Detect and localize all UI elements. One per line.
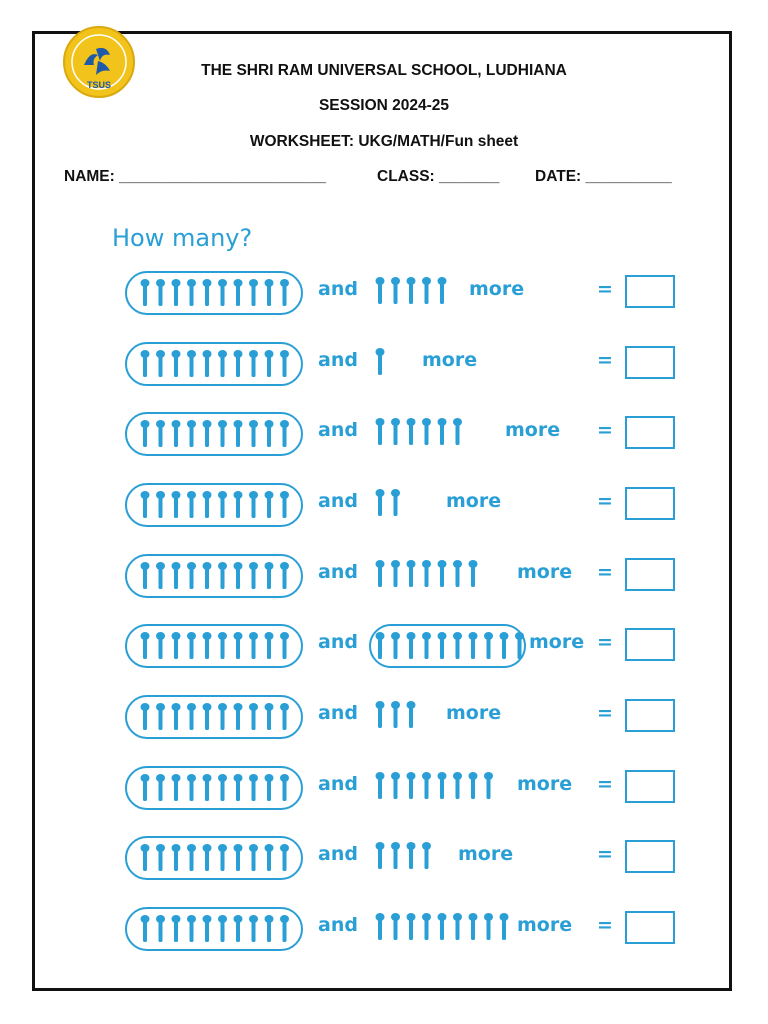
answer-box[interactable] (625, 628, 675, 661)
ten-sticks (139, 631, 298, 661)
matchstick (187, 491, 196, 518)
matchstick (218, 350, 227, 377)
extra-sticks (374, 559, 487, 589)
matchstick (265, 491, 274, 518)
matchstick (249, 632, 258, 659)
counting-row (0, 551, 768, 607)
matchstick (280, 350, 289, 377)
matchstick (156, 774, 165, 801)
matchstick (391, 913, 400, 940)
ten-sticks (139, 914, 298, 944)
matchstick (376, 842, 385, 869)
ten-group-bundle (125, 695, 303, 739)
matchstick (172, 703, 181, 730)
counting-row (0, 763, 768, 819)
matchstick (391, 772, 400, 799)
and-label: and (318, 914, 358, 936)
equals-sign: = (597, 349, 613, 371)
matchstick (249, 844, 258, 871)
extra-sticks-group (374, 912, 518, 942)
matchstick (500, 632, 509, 659)
extra-sticks (374, 347, 394, 377)
matchstick (438, 632, 447, 659)
matchstick (438, 772, 447, 799)
matchstick (141, 420, 150, 447)
matchstick (187, 915, 196, 942)
ten-group-bundle (125, 483, 303, 527)
ten-group-bundle (125, 836, 303, 880)
matchstick (469, 772, 478, 799)
extra-sticks-group (374, 559, 487, 589)
worksheet-title: WORKSHEET: UKG/MATH/Fun sheet (249, 133, 519, 150)
matchstick (265, 915, 274, 942)
ten-group-bundle (125, 271, 303, 315)
matchstick (156, 350, 165, 377)
ten-sticks (139, 773, 298, 803)
matchstick (234, 774, 243, 801)
ten-sticks (139, 702, 298, 732)
matchstick (407, 701, 416, 728)
extra-sticks (374, 488, 409, 518)
matchstick (249, 350, 258, 377)
matchstick (187, 562, 196, 589)
ten-sticks (139, 561, 298, 591)
matchstick (280, 491, 289, 518)
matchstick (422, 277, 431, 304)
equals-sign: = (597, 490, 613, 512)
more-label: more (517, 773, 573, 795)
answer-box[interactable] (625, 275, 675, 308)
how-many-heading: How many? (112, 224, 253, 252)
matchstick (141, 562, 150, 589)
answer-box[interactable] (625, 699, 675, 732)
matchstick (141, 915, 150, 942)
matchstick (156, 844, 165, 871)
matchstick (218, 774, 227, 801)
matchstick (203, 844, 212, 871)
matchstick (453, 418, 462, 445)
extra-sticks-group (374, 771, 502, 801)
matchstick (172, 915, 181, 942)
and-label: and (318, 773, 358, 795)
more-label: more (529, 631, 585, 653)
more-label: more (458, 843, 514, 865)
more-label: more (505, 419, 561, 441)
and-label: and (318, 349, 358, 371)
equals-sign: = (597, 773, 613, 795)
logo-text: TSUS (86, 80, 112, 90)
matchstick (218, 632, 227, 659)
matchstick (422, 913, 431, 940)
matchstick (172, 562, 181, 589)
matchstick (234, 279, 243, 306)
matchstick (172, 491, 181, 518)
matchstick (469, 913, 478, 940)
matchstick (453, 772, 462, 799)
matchstick (265, 420, 274, 447)
session-label: SESSION 2024-25 (318, 97, 450, 114)
matchstick (280, 562, 289, 589)
matchstick (141, 844, 150, 871)
ten-group-bundle (125, 412, 303, 456)
matchstick (422, 842, 431, 869)
school-name: THE SHRI RAM UNIVERSAL SCHOOL, LUDHIANA (201, 62, 567, 79)
matchstick (265, 632, 274, 659)
matchstick (141, 632, 150, 659)
extra-sticks (374, 276, 456, 306)
matchstick (484, 632, 493, 659)
matchstick (141, 350, 150, 377)
matchstick (218, 703, 227, 730)
matchstick (156, 562, 165, 589)
matchstick (438, 913, 447, 940)
matchstick (280, 703, 289, 730)
matchstick (376, 418, 385, 445)
matchstick (234, 915, 243, 942)
matchstick (203, 915, 212, 942)
extra-sticks-group (374, 841, 440, 871)
more-label: more (469, 278, 525, 300)
matchstick (265, 774, 274, 801)
matchstick (218, 420, 227, 447)
matchstick (484, 913, 493, 940)
answer-box[interactable] (625, 840, 675, 873)
matchstick (249, 562, 258, 589)
answer-box[interactable] (625, 911, 675, 944)
matchstick (203, 279, 212, 306)
matchstick (249, 420, 258, 447)
matchstick (391, 701, 400, 728)
matchstick (280, 774, 289, 801)
extra-sticks (374, 771, 502, 801)
ten-group-bundle (125, 554, 303, 598)
matchstick (156, 632, 165, 659)
matchstick (187, 844, 196, 871)
matchstick (203, 774, 212, 801)
matchstick (187, 420, 196, 447)
matchstick (376, 560, 385, 587)
matchstick (187, 279, 196, 306)
equals-sign: = (597, 278, 613, 300)
matchstick (422, 632, 431, 659)
matchstick (280, 844, 289, 871)
answer-box[interactable] (625, 346, 675, 379)
matchstick (156, 420, 165, 447)
matchstick (172, 350, 181, 377)
matchstick (187, 350, 196, 377)
matchstick (438, 277, 447, 304)
matchstick (187, 774, 196, 801)
extra-sticks (374, 417, 471, 447)
ten-sticks (139, 278, 298, 308)
matchstick (203, 491, 212, 518)
matchstick (218, 844, 227, 871)
matchstick (407, 632, 416, 659)
extra-sticks-group (374, 347, 394, 377)
matchstick (172, 632, 181, 659)
matchstick (280, 279, 289, 306)
matchstick (249, 774, 258, 801)
counting-row (0, 480, 768, 536)
matchstick (141, 491, 150, 518)
matchstick (376, 632, 385, 659)
matchstick (141, 703, 150, 730)
matchstick (484, 772, 493, 799)
matchstick (407, 842, 416, 869)
matchstick (469, 560, 478, 587)
ten-sticks (139, 349, 298, 379)
matchstick (280, 420, 289, 447)
more-label: more (446, 702, 502, 724)
answer-box[interactable] (625, 770, 675, 803)
matchstick (156, 491, 165, 518)
ten-group-bundle (125, 766, 303, 810)
equals-sign: = (597, 561, 613, 583)
matchstick (234, 350, 243, 377)
and-label: and (318, 702, 358, 724)
and-label: and (318, 490, 358, 512)
matchstick (156, 915, 165, 942)
matchstick (203, 703, 212, 730)
matchstick (218, 279, 227, 306)
matchstick (376, 277, 385, 304)
matchstick (156, 279, 165, 306)
counting-row (0, 621, 768, 677)
matchstick (203, 350, 212, 377)
extra-sticks-group (374, 417, 471, 447)
counting-row (0, 904, 768, 960)
ten-group-bundle (125, 907, 303, 951)
matchstick (422, 772, 431, 799)
matchstick (265, 844, 274, 871)
extra-sticks-group (374, 488, 409, 518)
matchstick (376, 772, 385, 799)
matchstick (234, 844, 243, 871)
equals-sign: = (597, 914, 613, 936)
matchstick (376, 348, 385, 375)
answer-box[interactable] (625, 558, 675, 591)
matchstick (265, 279, 274, 306)
and-label: and (318, 561, 358, 583)
matchstick (376, 701, 385, 728)
matchstick (156, 703, 165, 730)
ten-group-bundle (125, 624, 303, 668)
matchstick (203, 632, 212, 659)
equals-sign: = (597, 843, 613, 865)
counting-row (0, 409, 768, 465)
matchstick (234, 420, 243, 447)
date-field[interactable]: DATE: __________ (535, 168, 672, 185)
and-label: and (318, 631, 358, 653)
matchstick (172, 420, 181, 447)
matchstick (407, 560, 416, 587)
matchstick (203, 562, 212, 589)
matchstick (234, 562, 243, 589)
matchstick (391, 418, 400, 445)
matchstick (280, 915, 289, 942)
matchstick (391, 632, 400, 659)
matchstick (407, 772, 416, 799)
more-label: more (422, 349, 478, 371)
matchstick (218, 562, 227, 589)
and-label: and (318, 843, 358, 865)
extra-sticks-group (374, 276, 456, 306)
ten-group-bundle (125, 342, 303, 386)
matchstick (407, 913, 416, 940)
more-label: more (517, 914, 573, 936)
matchstick (422, 560, 431, 587)
matchstick (234, 632, 243, 659)
matchstick (500, 913, 509, 940)
extra-sticks (374, 841, 440, 871)
matchstick (265, 350, 274, 377)
ten-sticks (139, 490, 298, 520)
matchstick (376, 913, 385, 940)
equals-sign: = (597, 631, 613, 653)
matchstick (249, 279, 258, 306)
extra-sticks (374, 700, 425, 730)
more-label: more (446, 490, 502, 512)
matchstick (249, 915, 258, 942)
answer-box[interactable] (625, 487, 675, 520)
matchstick (391, 560, 400, 587)
equals-sign: = (597, 702, 613, 724)
matchstick (249, 491, 258, 518)
matchstick (438, 418, 447, 445)
answer-box[interactable] (625, 416, 675, 449)
ten-sticks (139, 419, 298, 449)
matchstick (453, 913, 462, 940)
matchstick (141, 279, 150, 306)
matchstick (234, 703, 243, 730)
matchstick (376, 489, 385, 516)
matchstick (453, 560, 462, 587)
counting-row (0, 692, 768, 748)
extra-sticks (374, 912, 518, 942)
matchstick (280, 632, 289, 659)
extra-sticks (374, 631, 533, 661)
matchstick (172, 774, 181, 801)
matchstick (187, 703, 196, 730)
matchstick (407, 277, 416, 304)
matchstick (203, 420, 212, 447)
extra-sticks-group (374, 700, 425, 730)
matchstick (391, 277, 400, 304)
matchstick (172, 279, 181, 306)
matchstick (265, 562, 274, 589)
matchstick (469, 632, 478, 659)
matchstick (438, 560, 447, 587)
and-label: and (318, 278, 358, 300)
matchstick (391, 842, 400, 869)
counting-row (0, 833, 768, 889)
matchstick (265, 703, 274, 730)
matchstick (515, 632, 524, 659)
counting-row (0, 268, 768, 324)
ten-sticks (139, 843, 298, 873)
class-field[interactable]: CLASS: _______ (377, 168, 500, 185)
matchstick (234, 491, 243, 518)
matchstick (187, 632, 196, 659)
matchstick (218, 491, 227, 518)
and-label: and (318, 419, 358, 441)
matchstick (422, 418, 431, 445)
matchstick (453, 632, 462, 659)
matchstick (172, 844, 181, 871)
matchstick (391, 489, 400, 516)
matchstick (141, 774, 150, 801)
name-field[interactable]: NAME: ________________________ (64, 168, 326, 185)
counting-row (0, 339, 768, 395)
matchstick (249, 703, 258, 730)
matchstick (407, 418, 416, 445)
equals-sign: = (597, 419, 613, 441)
more-label: more (517, 561, 573, 583)
matchstick (218, 915, 227, 942)
student-info-row (64, 168, 704, 190)
extra-ten-group-bundle (369, 624, 526, 668)
